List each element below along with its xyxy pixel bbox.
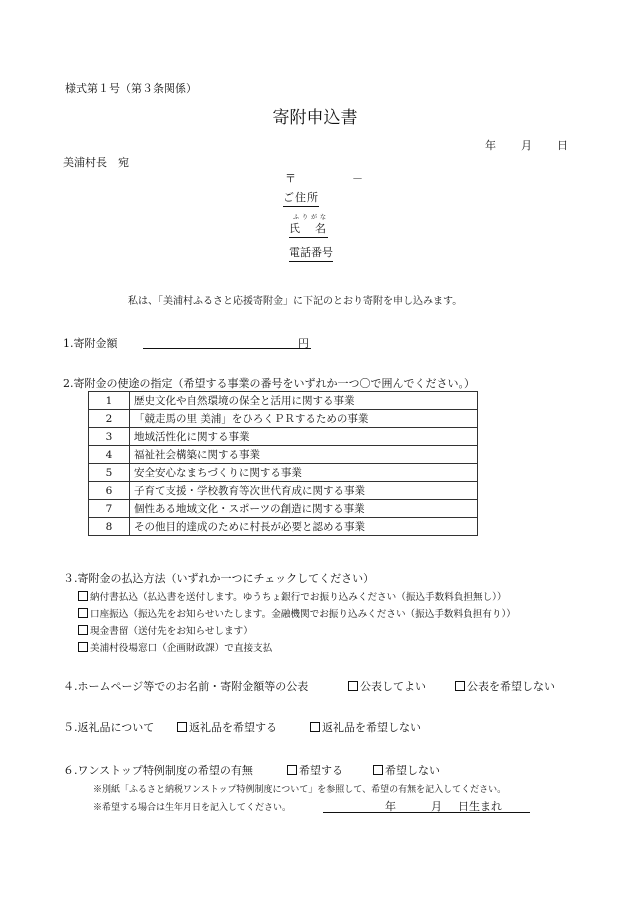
option-label: 返礼品を希望しない: [322, 721, 421, 734]
publish-option-yes[interactable]: [348, 678, 426, 694]
onestop-note-1: ※別紙「ふるさと納税ワンストップ特例制度について」を参照して、希望の有無を記入してください。: [93, 785, 507, 795]
name-ruby-label: ふりがな: [293, 214, 330, 221]
amount-input-line[interactable]: [143, 348, 311, 349]
checkbox[interactable]: [455, 681, 465, 691]
use-number[interactable]: 3: [89, 428, 130, 446]
use-number[interactable]: 6: [89, 482, 130, 500]
birth-year-label: 年: [385, 800, 396, 813]
checkbox[interactable]: [373, 765, 383, 775]
addressee: 美浦村長 宛: [63, 156, 129, 169]
publish-option-no[interactable]: [455, 678, 555, 694]
payment-option-2[interactable]: [78, 606, 516, 620]
option-label: 公表してよい: [360, 680, 426, 693]
onestop-option-no[interactable]: [373, 762, 440, 778]
onestop-option-yes[interactable]: [287, 762, 343, 778]
onestop-label: ６.ワンストップ特例制度の希望の有無: [63, 764, 253, 777]
onestop-note-2: ※希望する場合は生年月日を記入してください。: [93, 803, 292, 813]
use-number[interactable]: 4: [89, 446, 130, 464]
option-label: 希望する: [299, 764, 343, 777]
page-title: 寄附申込書: [272, 108, 358, 128]
use-number[interactable]: 8: [89, 518, 130, 536]
form-number: 様式第１号（第３条関係）: [65, 82, 197, 95]
checkbox[interactable]: [78, 608, 88, 618]
use-heading: 2.寄附金の使途の指定（希望する事業の番号をいずれか一つ〇で囲んでください。）: [63, 377, 475, 390]
amount-label: 1.寄附金額: [63, 337, 118, 350]
use-text: 子育て支援・学校教育等次世代育成に関する事業: [130, 482, 478, 500]
checkbox[interactable]: [78, 642, 88, 652]
use-number[interactable]: 1: [89, 392, 130, 410]
payment-option-label: 美浦村役場窓口（企画財政課）で直接支払: [90, 643, 273, 654]
checkbox[interactable]: [287, 765, 297, 775]
intro-text: 私は、「美浦村ふるさと応援寄附金」に下記のとおり寄附を申し込みます。: [128, 296, 463, 307]
birth-month-label: 月: [431, 800, 442, 813]
use-row-3[interactable]: [89, 428, 478, 446]
use-text: 地域活性化に関する事業: [130, 428, 478, 446]
use-text: 歴史文化や自然環境の保全と活用に関する事業: [130, 392, 478, 410]
payment-option-label: 現金書留（送付先をお知らせします）: [90, 626, 253, 637]
postal-mark: 〒: [285, 172, 296, 185]
publish-label: ４.ホームページ等でのお名前・寄附金額等の公表: [63, 680, 309, 693]
gift-option-yes[interactable]: [177, 719, 277, 735]
date-day-label: 日: [557, 139, 568, 152]
date-month-label: 月: [521, 139, 532, 152]
use-text: 個性ある地域文化・スポーツの創造に関する事業: [130, 500, 478, 518]
payment-option-label: 納付書払込（払込書を送付します。ゆうちょ銀行でお振り込みください（振込手数料負担無し））: [90, 592, 507, 603]
postal-dash: －: [352, 172, 363, 185]
payment-option-4[interactable]: [78, 640, 272, 654]
use-number[interactable]: 5: [89, 464, 130, 482]
use-row-7[interactable]: [89, 500, 478, 518]
payment-option-label: 口座振込（振込先をお知らせいたします。金融機関でお振り込みください（振込手数料負担有り））: [90, 609, 516, 620]
payment-option-1[interactable]: [78, 589, 507, 603]
checkbox[interactable]: [348, 681, 358, 691]
checkbox[interactable]: [78, 591, 88, 601]
amount-unit: 円: [298, 337, 309, 350]
checkbox[interactable]: [310, 722, 320, 732]
use-row-8[interactable]: [89, 518, 478, 536]
option-label: 希望しない: [385, 764, 440, 777]
address-label: ご住所: [283, 189, 319, 207]
option-label: 公表を希望しない: [467, 680, 555, 693]
use-row-4[interactable]: [89, 446, 478, 464]
date-year-label: 年: [485, 139, 496, 152]
gift-option-no[interactable]: [310, 719, 421, 735]
use-text: 安全安心なまちづくりに関する事業: [130, 464, 478, 482]
use-row-6[interactable]: [89, 482, 478, 500]
name-label: 氏 名: [289, 220, 328, 238]
use-table: [88, 391, 478, 536]
use-row-2[interactable]: [89, 410, 478, 428]
checkbox[interactable]: [78, 625, 88, 635]
payment-heading: ３.寄附金の払込方法（いずれか一つにチェックしてください）: [63, 572, 375, 585]
phone-label: 電話番号: [289, 244, 333, 262]
checkbox[interactable]: [177, 722, 187, 732]
gift-label: ５.返礼品について: [63, 721, 155, 734]
use-number[interactable]: 7: [89, 500, 130, 518]
use-number[interactable]: 2: [89, 410, 130, 428]
use-row-5[interactable]: [89, 464, 478, 482]
use-text: 「競走馬の里 美浦」をひろくＰＲするための事業: [130, 410, 478, 428]
use-text: 福祉社会構築に関する事業: [130, 446, 478, 464]
birth-suffix-label: 日生まれ: [458, 800, 502, 813]
option-label: 返礼品を希望する: [189, 721, 277, 734]
use-text: その他目的達成のために村長が必要と認める事業: [130, 518, 478, 536]
payment-option-3[interactable]: [78, 623, 253, 637]
use-row-1[interactable]: [89, 392, 478, 410]
